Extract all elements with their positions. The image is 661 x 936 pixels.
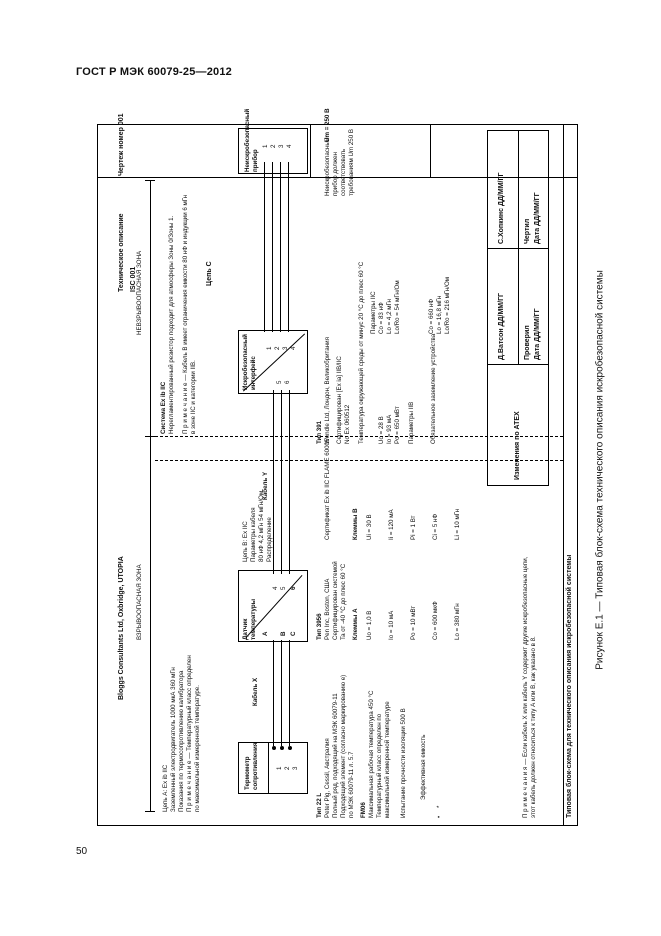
cable-c-wire-4	[288, 162, 289, 332]
thermo-note-2: Заземленный электродвигатель 1000 мкА 360 мГн	[170, 667, 177, 812]
title-strip-border	[563, 124, 564, 826]
cable-x-wire-1	[273, 640, 274, 746]
col-left-7: Максимальная рабочая температура 450 °С	[368, 690, 375, 818]
title-divider-1	[310, 124, 311, 177]
footnote-2: этот кабель должен относиться к типу А или В, как указано в 8.	[530, 636, 537, 818]
circuit-c-label: Цепь С	[206, 261, 213, 286]
col-right-p9: Co = 660 нФ	[428, 298, 435, 334]
col-right-p3: Io = 93 мА	[386, 414, 393, 444]
col-right-4: No Ex 060512	[344, 404, 351, 444]
cable-y-wire-3	[289, 390, 290, 574]
cable-y-wire-2	[281, 390, 282, 574]
drawing-number: Чертеж номер 001	[118, 113, 125, 176]
barrier-2: 2	[274, 346, 281, 350]
col-left-1: Тип 22 L	[316, 792, 323, 818]
footnote-1: П р и м е ч а н и я — Если кабель X или кабель Y содержит другие искробезопасные цепи,	[522, 556, 529, 818]
title-top-border	[97, 124, 578, 125]
col-right-p10: Lo = 16,8 мГн	[436, 295, 443, 334]
cable-y-wire-1	[273, 390, 274, 574]
instrument-um: Um = 250 В	[324, 108, 331, 142]
col-right-p6: Lo = 4,2 мГн	[386, 299, 393, 334]
transmitter-5: 5	[280, 586, 287, 590]
transmitter-6: 6	[290, 586, 297, 590]
col-mid-v10: Li = 10 мГн	[454, 508, 461, 540]
thermo-note-3: Показания по термосопротивлению калибратора	[178, 670, 185, 812]
col-right-p1: Параметры IIC	[370, 291, 377, 334]
revision-date-1: Дата ДД/ММ/ГГ	[534, 308, 541, 360]
thermometer-label-2: сопротивления	[252, 742, 259, 790]
col-left-6: FM06	[360, 802, 367, 818]
barrier-label-1: Искробезопасный	[242, 334, 249, 390]
zone-tick-mid	[145, 436, 155, 437]
cable-x-wire-2	[281, 640, 282, 746]
instrument-note-3: соответствовать	[340, 148, 347, 196]
transmitter-label-2: температуры	[250, 599, 257, 640]
thermo-note-4: П р и м е ч а н и е — Температурный класс определен	[186, 655, 193, 812]
circuit-b-3: 80 нФ 4,2 мГн 54 мГн/Ом	[258, 490, 265, 562]
cable-x-label: Кабель X	[252, 677, 259, 706]
barrier-4: 4	[290, 346, 297, 350]
cable-x-wire-3	[289, 640, 290, 746]
zone-label-left: ВЗРЫВООПАСНАЯ ЗОНА	[136, 564, 143, 640]
company-name: Bloggs Consultants Ltd, Oxbridge, UTOPIA	[118, 556, 125, 700]
col-mid-v2: Ui = 30 В	[366, 514, 373, 540]
col-right-1: Тип 391	[316, 420, 323, 444]
col-mid-v1: Uo = 1,0 В	[366, 610, 373, 640]
col-right-3: Сертифицирован [Ex ia] IIB/IIC	[336, 356, 343, 444]
barrier-1: 1	[266, 346, 273, 350]
col-right-p11: Lo/Ro = 216 мГн/Ом	[444, 276, 451, 334]
revision-changes: Изменения по ATEX	[514, 411, 521, 480]
instrument-note-1: Неискробезопасный	[324, 137, 331, 196]
col-left-4: Подходящий элемент (согласно маркированию е)	[340, 674, 347, 818]
zone-label-right: НЕВЗРЫВООПАСНАЯ ЗОНА	[136, 250, 143, 335]
circuit-b-2: Параметры кабеля	[250, 507, 257, 562]
col-mid-2: Pen Inc, Boston, США	[324, 578, 331, 640]
frame-left	[97, 124, 98, 826]
col-mid-v3: Io = 10 мА	[388, 610, 395, 640]
doc-subtitle: ISC 001	[130, 266, 137, 292]
barrier-5: 5	[276, 380, 283, 384]
revision-author-1: Д.Ватсон ДД/ММ/ГГ	[498, 292, 505, 360]
col-left-8: Температурный класс определен по	[376, 713, 383, 818]
col-mid-v4: Ii = 120 мА	[388, 509, 395, 540]
col-mid-k2: Клеммы В	[352, 508, 359, 540]
col-left-9: максимальной измеренной температуре	[384, 701, 391, 818]
table-title: Типовая блок-схема для технического описания искробезопасной системы	[566, 554, 573, 818]
figure-caption: Рисунок Е.1 — Типовая блок-схема технического описания искробезопасной системы	[594, 270, 606, 670]
col-right-p5: Co = 83 нФ	[378, 302, 385, 334]
instrument-1: 1	[262, 144, 269, 148]
col-left-bullet-1: •	[436, 815, 443, 818]
instrument-2: 2	[270, 144, 277, 148]
col-mid-v7: Co = 600 мкФ	[432, 601, 439, 640]
col-right-p7: Lo/Ro = 54 мГн/Ом	[394, 280, 401, 334]
doc-title: Техническое описание	[118, 213, 125, 292]
col-mid-3: Сертифицирован системой	[332, 561, 339, 640]
system-note-2: Нерегламентированный резистор подходит для атмосферы Зоны 0/Зоны 1.	[168, 215, 175, 434]
system-note-3: П р и м е ч а н и е — Кабель В имеет ограничения емкости 80 нФ и индукции 6 мГн	[182, 194, 189, 434]
thermometer-terminal-2	[280, 746, 284, 750]
col-mid-v8: Ci = 5 нФ	[432, 513, 439, 540]
transmitter-c: C	[290, 631, 297, 636]
thermometer-divider	[268, 742, 269, 794]
col-left-10: Испытание прочности изоляции 500 В	[400, 708, 407, 818]
revision-divider-1	[487, 364, 549, 365]
col-right-p2: Uo = 28 В	[378, 416, 385, 444]
zone-line	[150, 180, 151, 812]
col-mid-cert: Сертификат Ex ib IIC FLAME 60005	[324, 438, 331, 540]
col-right-p12: Обязательное заземление устройства	[430, 333, 437, 444]
barrier-label-2: интерфейс	[250, 356, 257, 390]
instrument-label-2: прибор	[252, 149, 259, 172]
thermometer-terminal-3	[288, 746, 292, 750]
revision-author-2: С.Хопкинс ДД/ММ/ГГ	[498, 172, 505, 244]
col-mid-v9: Lo = 380 мГн	[454, 603, 461, 640]
barrier-3: 3	[282, 346, 289, 350]
col-left-11: Эффективная емкость	[420, 734, 427, 800]
thermo-note-5: по максимальной измеренной температуре.	[194, 685, 201, 812]
thermometer-t1: 1	[276, 766, 283, 770]
instrument-label-1: Неискробезопасный	[244, 108, 251, 172]
col-mid-k1: Клеммы А	[352, 608, 359, 640]
col-left-2: Peter Pig, Cessil, Австралия	[324, 738, 331, 818]
cable-c-wire-2	[272, 162, 273, 332]
zone-tick-bottom	[145, 811, 155, 812]
instrument-note-2: прибор должен	[332, 152, 339, 196]
system-note-4: в зоне IIC и категории IIB.	[190, 360, 197, 434]
revision-date-2: Дата ДД/ММ/ГГ	[534, 192, 541, 244]
col-mid-1: Тип 3956	[316, 613, 323, 640]
col-left-5: по МЭК 60079-11 л. 5.7	[348, 751, 355, 818]
col-left-bullet-2: *	[436, 805, 443, 808]
instrument-3: 3	[278, 144, 285, 148]
col-mid-v5: Po = 10 мВт	[410, 605, 417, 640]
revision-divider-3	[518, 130, 519, 364]
title-divider-2	[430, 124, 431, 177]
circuit-b-4: Распределение	[266, 517, 273, 562]
thermometer-label-1: Термометр	[244, 756, 251, 790]
transmitter-4: 4	[272, 586, 279, 590]
col-right-5: Температура окружающей среды от минус 20 °С до плюс 60 °С	[358, 261, 365, 444]
thermometer-terminal-1	[272, 746, 276, 750]
col-right-2: Wendle Ltd, Лондон, Великобритания	[324, 337, 331, 444]
instrument-note-4: требованиям Um 250 В	[348, 129, 355, 196]
transmitter-b: B	[280, 631, 287, 636]
cable-y-label: Кабель Y	[262, 471, 269, 500]
col-mid-v6: Pi = 1 Вт	[410, 515, 417, 540]
col-left-3: Полный ряд, подходящий на МЭК 60079-11	[332, 693, 339, 818]
col-mid-4: Ta от -40 °С до плюс 60 °С	[340, 563, 347, 640]
system-note-1: Система Ex ib IIC	[160, 381, 167, 434]
page-number: 50	[76, 846, 88, 857]
revision-drawn: Чертил	[524, 218, 531, 244]
thermometer-t3: 3	[292, 766, 299, 770]
thermometer-t2: 2	[284, 766, 291, 770]
cable-c-wire-1	[264, 162, 265, 332]
transmitter-a: A	[262, 631, 269, 636]
thermo-note-1: Цепь А: Ex ib IIC	[162, 764, 169, 812]
revision-checked: Проверил	[524, 325, 531, 360]
col-right-p8: Параметры IIB	[408, 401, 415, 444]
zone-tick-top	[145, 180, 155, 181]
col-right-p4: Po = 650 мВт	[394, 406, 401, 444]
circuit-b-1: Цепь В: Ex IIC	[242, 521, 249, 562]
cable-c-wire-3	[280, 162, 281, 332]
barrier-6: 6	[284, 380, 291, 384]
instrument-4: 4	[286, 144, 293, 148]
transmitter-label-1: Датчик	[242, 618, 249, 640]
page-header: ГОСТ Р МЭК 60079-25—2012	[76, 66, 233, 78]
